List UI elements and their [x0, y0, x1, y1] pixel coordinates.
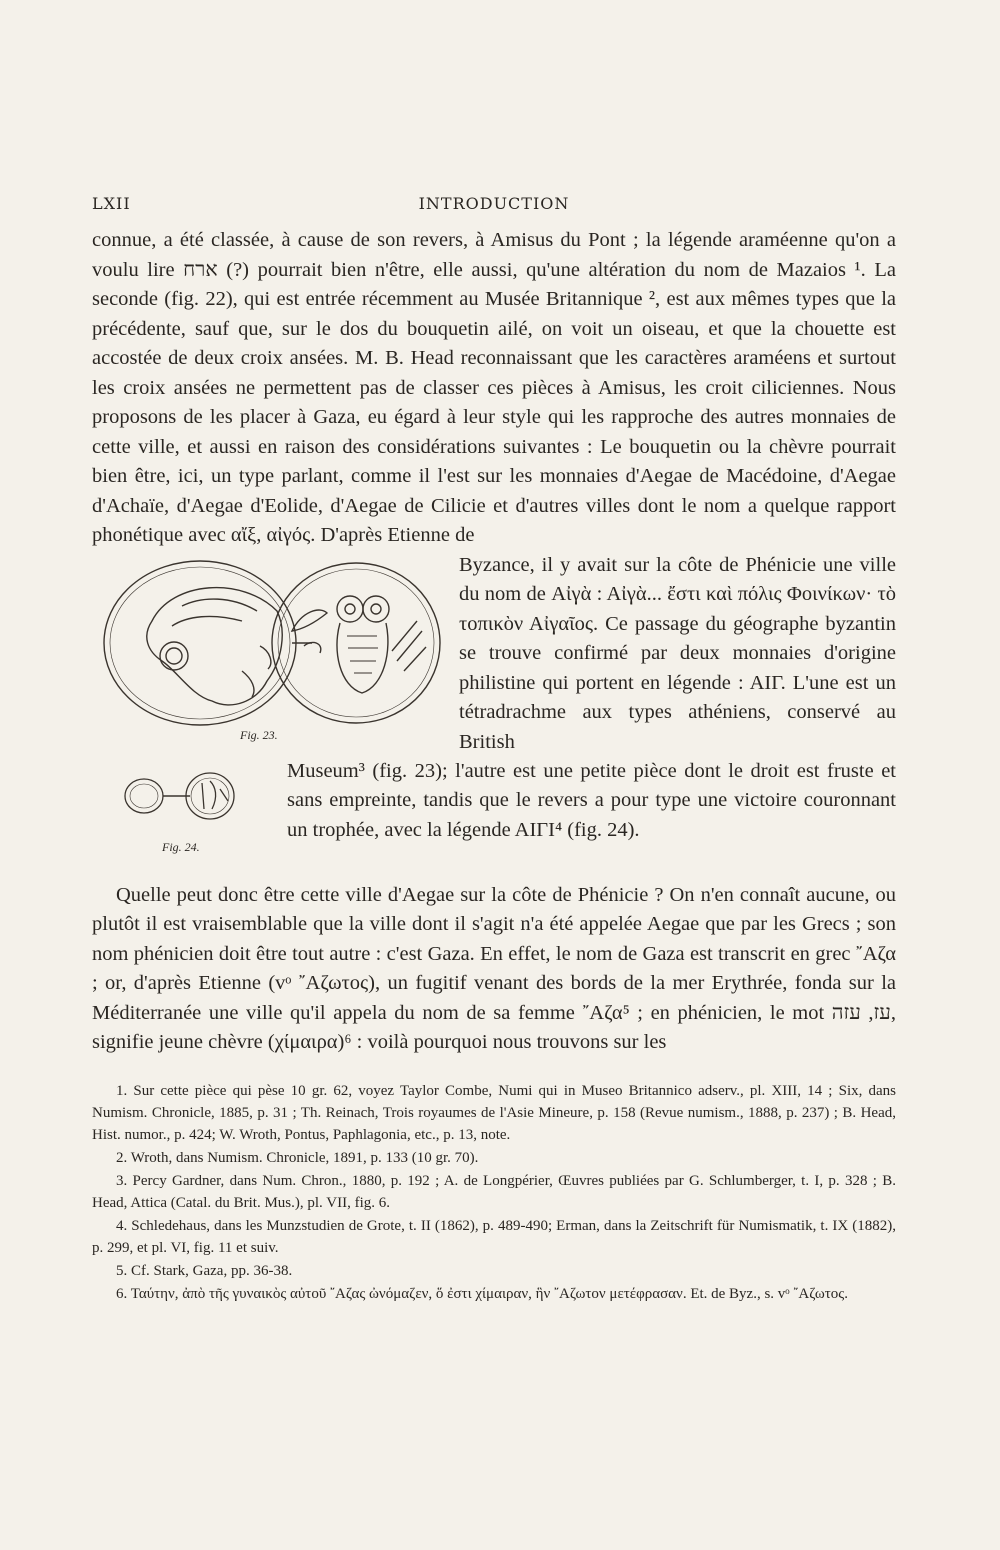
footnote: 5. Cf. Stark, Gaza, pp. 36-38.: [116, 1262, 293, 1279]
footnote: 2. Wroth, dans Numism. Chronicle, 1891, p. 133 (10 gr. 70).: [116, 1149, 479, 1166]
text-beside-figure-24: Museum³ (fig. 23); l'autre est une petite pièce dont le droit est fruste et sans empreinte, tandis que le revers a pour type une victoire couronnant un trophée, avec la légende AIΓI⁴ (fig. 24).: [287, 759, 896, 841]
footnote: 3. Percy Gardner, dans Num. Chron., 1880, p. 192 ; A. de Longpérier, Œuvres publiées par G. Schlumberger, t. I, p. 328 ; B. Head, Attica (Catal. du Brit. Mus.), pl. VII, fig. 6.: [92, 1172, 896, 1211]
footnote: 4. Schledehaus, dans les Munzstudien de Grote, t. II (1862), p. 489-490; Erman, dans la Zeitschrift für Numismatik, t. IX (1882), p. 299, et pl. VI, fig. 11 et suiv.: [92, 1217, 896, 1256]
page-number: LXII: [92, 194, 131, 213]
fig24-caption: Fig. 24.: [162, 839, 200, 854]
figure-block: [92, 551, 896, 881]
footnote: 6. Ταύτην, ἀπὸ τῆς γυναικὸς αὐτοῦ ῎Αζας ὠνόμαζεν, ὅ ἐστι χίμαιραν, ἣν ῎Αζωτον μετέφρασαν. Et. de Byz., s. vᵒ ῎Αζωτος.: [116, 1285, 848, 1302]
running-head: [92, 190, 896, 226]
athena-head-coin-icon: [104, 561, 296, 725]
paragraph-1: connue, a été classée, à cause de son revers, à Amisus du Pont ; la légende araméenne qu'on a voulu lire ארח (?) pourrait bien n'être, elle aussi, qu'une altération du nom de Mazaios ¹. La seconde (fig. 22), qui est entrée récemment au Musée Britannique ², est aux mêmes types que la précédente, sauf que, sur le dos du bouquetin ailé, on voit un oiseau, et que la chouette est accostée de deux croix ansées. M. B. Head reconnaissant que les caractères araméens et surtout les croix ansées ne permettent pas de classer ces pièces à Amisus, les croit ciliciennes. Nous proposons de les placer à Gaza, eu égard à leur style qui les rapproche des autres monnaies de cette ville, et aussi en raison des considérations suivantes : Le bouquetin ou la chèvre pourrait bien être, ici, un type parlant, comme il l'est sur les monnaies d'Aegae de Macédoine, d'Aegae d'Achaïe, d'Aegae d'Eolide, d'Aegae de Cilicie et d'autres villes dont le nom a quelque rapport phonétique avec αἴξ, αἰγός. D'après Etienne de: [92, 229, 897, 546]
page: [92, 190, 896, 1306]
footnotes: [92, 1080, 896, 1305]
running-title: INTRODUCTION: [418, 194, 570, 213]
footnote: 1. Sur cette pièce qui pèse 10 gr. 62, voyez Taylor Combe, Numi qui in Museo Britannico adserv., pl. XIII, 14 ; Six, dans Numism. Chronicle, 1885, p. 31 ; Th. Reinach, Trois royaumes de l'Asie Mineure, p. 158 (Revue numism., 1888, p. 237) ; B. Head, Hist. numor., p. 424; W. Wroth, Pontus, Paphlagonia, etc., p. 13, note.: [92, 1082, 896, 1143]
paragraph-2: Quelle peut donc être cette ville d'Aegae sur la côte de Phénicie ? On n'en connaît aucune, ou plutôt il est vraisemblable que la ville dont il s'agit n'a été appelée Aegae que par les Grecs ; son nom phénicien doit être tout autre : c'est Gaza. En effet, le nom de Gaza est transcrit en grec ῎Αζα ; or, d'après Etienne (vᵒ ῎Αζωτος), un fugitif venant des bords de la mer Erythrée, fonda sur la Méditerranée une ville qu'il appela du nom de sa femme ῎Αζα⁵ ; en phénicien, le mot עז, עזה, signifie jeune chèvre (χίμαιρα)⁶ : voilà pourquoi nous trouvons sur les: [92, 883, 896, 1053]
main-text: [92, 226, 896, 1058]
fig23-caption: Fig. 23.: [240, 727, 278, 742]
small-coins-icon: [125, 773, 234, 819]
text-beside-figure-23: Byzance, il y avait sur la côte de Phénicie une ville du nom de Αἰγὰ : Αἰγὰ... ἔστι καὶ πόλις Φοινίκων· τὸ τοπικὸν Αἰγαῖος. Ce passage du géographe byzantin se trouve confirmé par deux monnaies d'origine philistine qui portent en légende : AIΓ. L'une est un tétradrachme aux types athéniens, conservé au British: [459, 553, 896, 753]
